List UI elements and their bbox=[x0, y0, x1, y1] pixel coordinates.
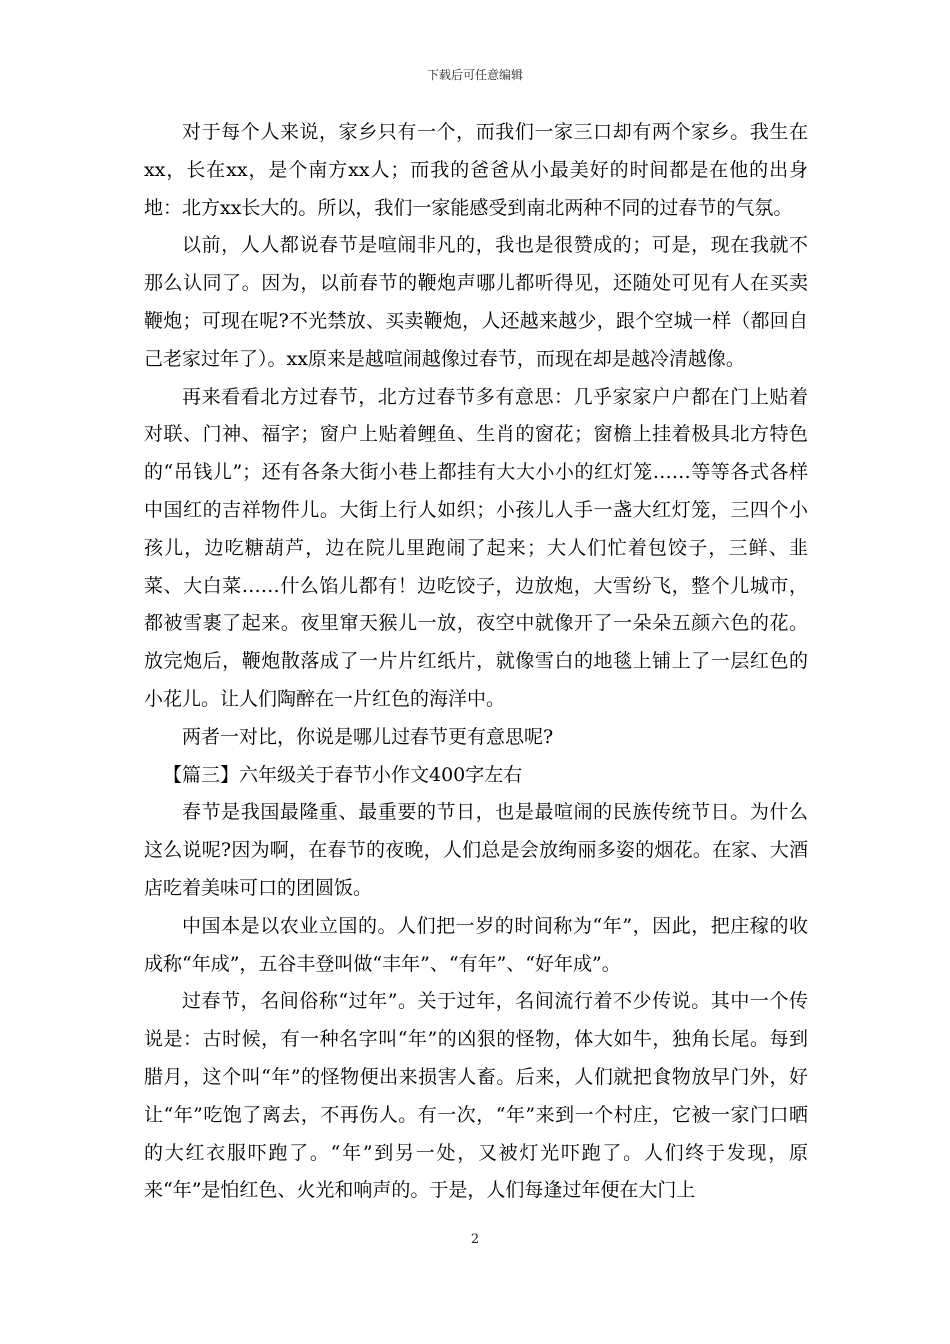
paragraph: 再来看看北方过春节，北方过春节多有意思：几乎家家户户都在门上贴着对联、门神、福字；窗户上贴着鲤鱼、生肖的窗花；窗檐上挂着极具北方特色的“吊钱儿”；还有各条大街小巷上都挂有大大小小的红灯笼……等等各式各样中国红的吉祥物件儿。大街上行人如织；小孩儿人手一盏大红灯笼，三四个小孩儿，边吃糖葫芦，边在院儿里跑闹了起来；大人们忙着包饺子，三鲜、韭菜、大白菜……什么馅儿都有！边吃饺子，边放炮，大雪纷飞，整个儿城市，都被雪裹了起来。夜里窜天猴儿一放，夜空中就像开了一朵朵五颜六色的花。放完炮后，鞭炮散落成了一片片红纸片，就像雪白的地毯上铺上了一层红色的小花儿。让人们陶醉在一片红色的海洋中。 bbox=[144, 385, 808, 710]
document-body bbox=[144, 114, 808, 1210]
section-heading: 【篇三】六年级关于春节小作文400字左右 bbox=[163, 763, 523, 786]
paragraph: 过春节，名间俗称“过年”。关于过年，名间流行着不少传说。其中一个传说是：古时候，有一种名字叫“年”的凶狠的怪物，体大如牛，独角长尾。每到腊月，这个叫“年”的怪物便出来损害人畜。后来，人们就把食物放早门外，好让“年”吃饱了离去，不再伤人。有一次，“年”来到一个村庄，它被一家门口晒的大红衣服吓跑了。“年”到另一处，又被灯光吓跑了。人们终于发现，原来“年”是怕红色、火光和响声的。于是，人们每逢过年便在大门上 bbox=[144, 990, 808, 1202]
paragraph: 对于每个人来说，家乡只有一个，而我们一家三口却有两个家乡。我生在xx，长在xx，是个南方xx人；而我的爸爸从小最美好的时间都是在他的出身地：北方xx长大的。所以，我们一家能感受到南北两种不同的过春节的气氛。 bbox=[144, 121, 808, 219]
page-number: 2 bbox=[470, 1232, 480, 1247]
paragraph: 以前，人人都说春节是喧闹非凡的，我也是很赞成的；可是，现在我就不那么认同了。因为，以前春节的鞭炮声哪儿都听得见，还随处可见有人在买卖鞭炮；可现在呢?不光禁放、买卖鞭炮，人还越来越少，跟个空城一样（都回自己老家过年了）。xx原来是越喧闹越像过春节，而现在却是越冷清越像。 bbox=[144, 234, 808, 370]
paragraph: 春节是我国最隆重、最重要的节日，也是最喧闹的民族传统节日。为什么这么说呢?因为啊，在春节的夜晚，人们总是会放绚丽多姿的烟花。在家、大酒店吃着美味可口的团圆饭。 bbox=[144, 801, 808, 899]
paragraph: 中国本是以农业立国的。人们把一岁的时间称为“年”，因此，把庄稼的收成称“年成”，五谷丰登叫做“丰年”、“有年”、“好年成”。 bbox=[144, 914, 808, 975]
page-header: 下载后可任意编辑 bbox=[426, 68, 523, 82]
paragraph: 两者一对比，你说是哪儿过春节更有意思呢? bbox=[182, 725, 554, 748]
